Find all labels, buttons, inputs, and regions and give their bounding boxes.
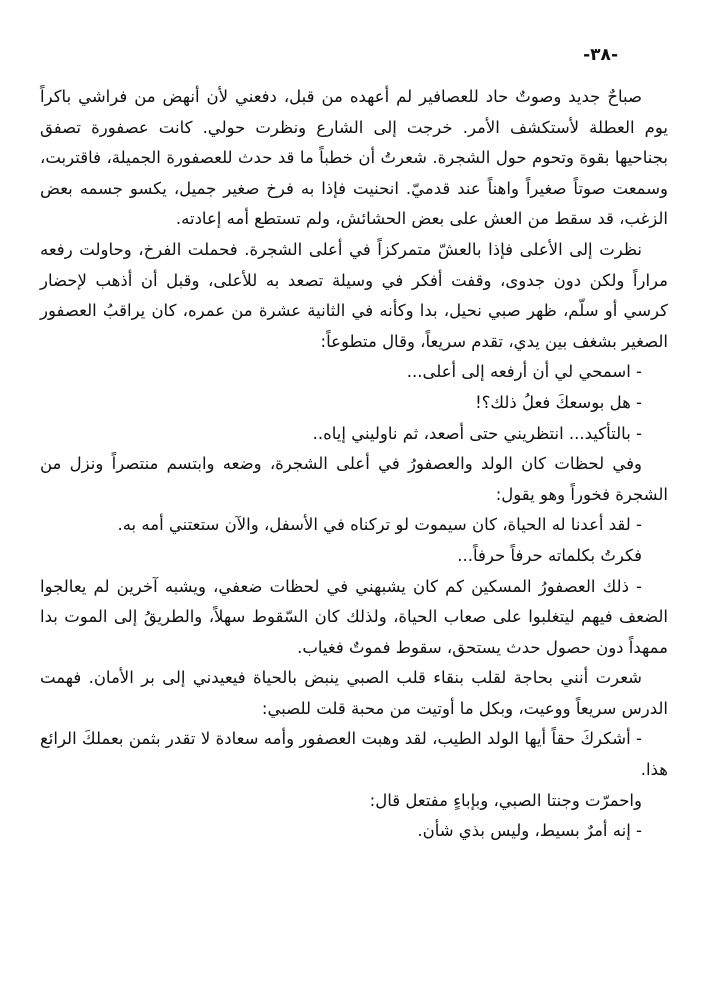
page-number: -٣٨-: [583, 45, 618, 65]
dialogue-line: - بالتأكيد... انتظريني حتى أصعد، ثم ناوليني إياه..: [312, 423, 642, 443]
story-text: [40, 82, 668, 847]
paragraph: واحمرّت وجنتا الصبي، وبإباءٍ مفتعل قال:: [369, 790, 642, 810]
paragraph: فكرتُ بكلماته حرفاً حرفاً...: [457, 545, 642, 565]
dialogue-line: - ذلك العصفورُ المسكين كم كان يشبهني في لحظات ضعفي، ويشبه آخرين لم يعالجوا الضعف فيهم ليتغلبوا على صعاب الحياة، ولذلك كان السّقوط سهلاً، والطريقُ إلى الموت بدا ممهداً دون حصول حدث يستحق، سقوط فموتٌ فغياب.: [40, 576, 668, 657]
dialogue-line: - إنه أمرٌ بسيط، وليس بذي شأن.: [417, 821, 642, 841]
dialogue-line: - هل بوسعكَ فعلُ ذلك؟!: [475, 392, 642, 412]
dialogue-line: - اسمحي لي أن أرفعه إلى أعلى...: [406, 362, 642, 382]
paragraph: صباحٌ جديد وصوتٌ حاد للعصافير لم أعهده من قبل، دفعني لأن أنهض من فراشي باكراً يوم العطلة لأستكشف الأمر. خرجت إلى الشارع ونظرت حولي. كانت عصفورة تصفق بجناحيها بقوة وتحوم حول الشجرة. شعرتُ أن خطباً ما قد حدث للعصفورة الجميلة، فاقتربت، وسمعت صوتاً صغيراً واهناً عند قدميّ. انحنيت فإذا به فرخ صغير جميل، يكسو جسمه بعض الزغب، قد سقط من العش على بعض الحشائش، ولم تستطع أمه إعادته.: [40, 87, 668, 229]
dialogue-line: - أشكركَ حقاً أيها الولد الطيب، لقد وهبت العصفور وأمه سعادة لا تقدر بثمن بعملكَ الرائع هذا.: [40, 729, 668, 780]
paragraph: شعرت أنني بحاجة لقلب بنقاء قلب الصبي ينبض بالحياة فيعيدني إلى بر الأمان. فهمت الدرس سريعاً ووعيت، وبكل ما أوتيت من محبة قلت للصبي:: [40, 668, 668, 718]
dialogue-line: - لقد أعدنا له الحياة، كان سيموت لو تركناه في الأسفل، والآن ستعتني أمه به.: [117, 515, 642, 535]
paragraph: نظرت إلى الأعلى فإذا بالعشّ متمركزاً في أعلى الشجرة. فحملت الفرخ، وحاولت رفعه مراراً ولكن دون جدوى، وقفت أفكر في وسيلة تصعد به للأعلى، وقبل أن أذهب لإحضار كرسي أو سلّم، ظهر صبي نحيل، بدا وكأنه في الثانية عشرة من عمره، كان يراقبُ العصفور الصغير بشغف بين يدي، تقدم سريعاً، وقال متطوعاً:: [40, 239, 668, 351]
paragraph: وفي لحظات كان الولد والعصفورُ في أعلى الشجرة، وضعه وابتسم منتصراً ونزل من الشجرة فخوراً وهو يقول:: [40, 454, 668, 504]
